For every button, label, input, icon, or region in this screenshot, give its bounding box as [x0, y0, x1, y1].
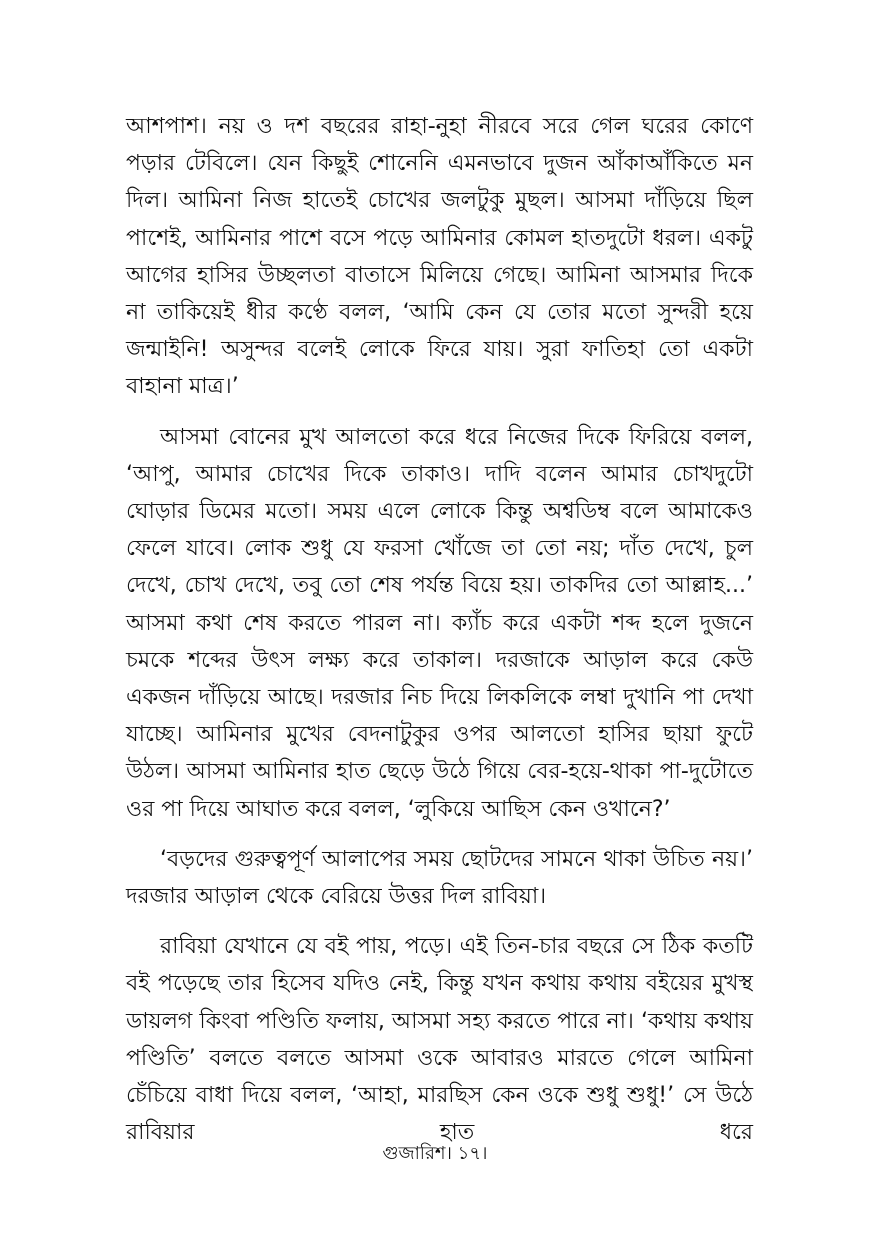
paragraph-3: ‘বড়দের গুরুত্বপূর্ণ আলাপের সময় ছোটদের সামনে থাকা উচিত নয়।’ দরজার আড়াল থেকে বেরিয়ে উত্তর দিল রাবিয়া। — [126, 846, 753, 910]
page-body-text — [126, 108, 753, 1151]
paragraph-4: রাবিয়া যেখানে যে বই পায়, পড়ে। এই তিন-চার বছরে সে ঠিক কতটি বই পড়েছে তার হিসেব যদিও নেই, কিন্তু যখন কথায় কথায় বইয়ের মুখস্থ ডায়লগ কিংবা পণ্ডিতি ফলায়, আসমা সহ্য করতে পারে না। ‘কথায় কথায় পণ্ডিতি’ বলতে বলতে আসমা ওকে আবারও মারতে গেলে আমিনা চেঁচিয়ে বাধা দিয়ে বলল, ‘আহা, মারছিস কেন ওকে শুধু শুধু!’ সে উঠে রাবিয়ার হাত ধরে — [126, 934, 753, 1146]
page-footer: গুজারিশ। ১৭। — [382, 1143, 488, 1164]
paragraph-2: আসমা বোনের মুখ আলতো করে ধরে নিজের দিকে ফিরিয়ে বলল, ‘আপু, আমার চোখের দিকে তাকাও। দাদি বলেন আমার চোখদুটো ঘোড়ার ডিমের মতো। সময় এলে লোকে কিন্তু অশ্বডিম্ব বলে আমাকেও ফেলে যাবে। লোক শুধু যে ফরসা খোঁজে তা তো নয়; দাঁত দেখে, চুল দেখে, চোখ দেখে, তবু তো শেষ পর্যন্ত বিয়ে হয়। তাকদির তো আল্লাহ...’ আসমা কথা শেষ করতে পারল না। ক্যাঁচ করে একটা শব্দ হলে দুজনে চমকে শব্দের উৎস লক্ষ্য করে তাকাল। দরজাকে আড়াল করে কেউ একজন দাঁড়িয়ে আছে। দরজার নিচ দিয়ে লিকলিকে লম্বা দুখানি পা দেখা যাচ্ছে। আমিনার মুখের বেদনাটুকুর ওপর আলতো হাসির ছায়া ফুটে উঠল। আসমা আমিনার হাত ছেড়ে উঠে গিয়ে বের-হয়ে-থাকা পা-দুটোতে ওর পা দিয়ে আঘাত করে বলল, ‘লুকিয়ে আছিস কেন ওখানে?’ — [126, 424, 753, 822]
paragraph-1: আশপাশ। নয় ও দশ বছরের রাহা-নুহা নীরবে সরে গেল ঘরের কোণে পড়ার টেবিলে। যেন কিছুই শোনেনি এমনভাবে দুজন আঁকাআঁকিতে মন দিল। আমিনা নিজ হাতেই চোখের জলটুকু মুছল। আসমা দাঁড়িয়ে ছিল পাশেই, আমিনার পাশে বসে পড়ে আমিনার কোমল হাতদুটো ধরল। একটু আগের হাসির উচ্ছলতা বাতাসে মিলিয়ে গেছে। আমিনা আসমার দিকে না তাকিয়েই ধীর কণ্ঠে বলল, ‘আমি কেন যে তোর মতো সুন্দরী হয়ে জন্মাইনি! অসুন্দর বলেই লোকে ফিরে যায়। সুরা ফাতিহা তো একটা বাহানা মাত্র।’ — [126, 114, 753, 400]
